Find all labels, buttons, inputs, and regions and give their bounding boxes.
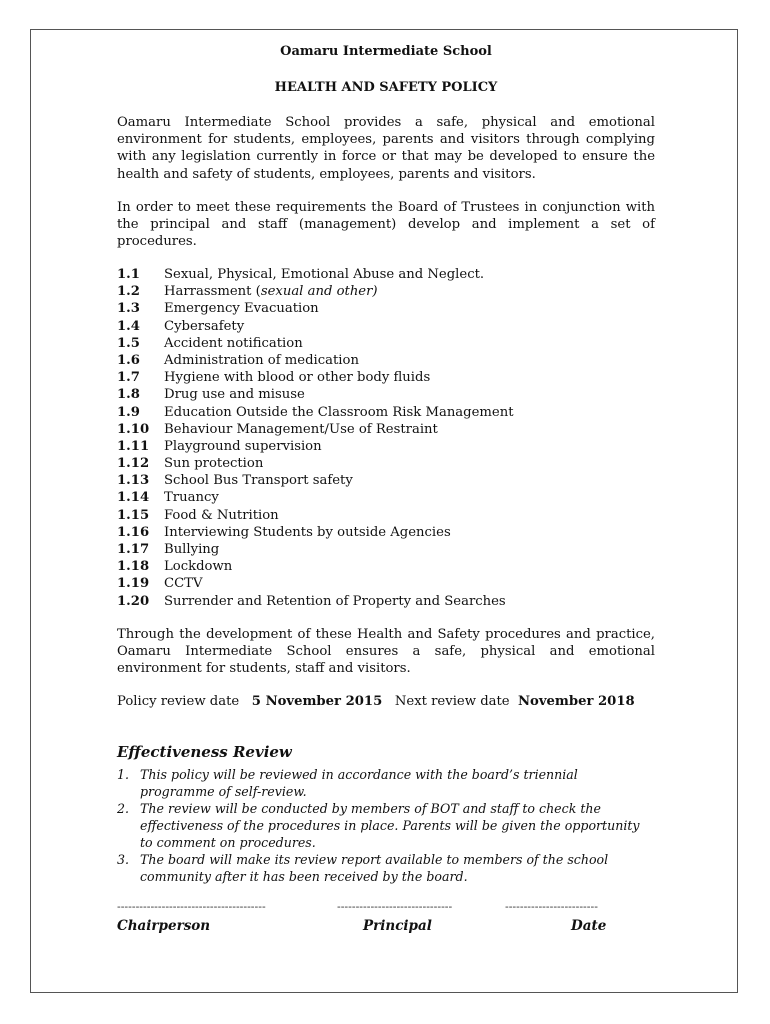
policy-review-date: 5 November 2015 (251, 694, 383, 709)
item-number: 1.4 (117, 318, 140, 334)
list-item (117, 851, 655, 885)
item-label: Sexual, Physical, Emotional Abuse and Neglect. (164, 267, 485, 282)
item-label-italic: sexual and other) (260, 284, 378, 300)
list-item (117, 404, 655, 421)
item-number: 1.14 (117, 490, 150, 506)
item-number: 3. (117, 852, 130, 867)
list-item (117, 318, 655, 335)
list-item (117, 352, 655, 369)
review-dates (117, 694, 635, 709)
item-text: This policy will be reviewed in accordance with the board’s triennial programme of self-review. (140, 767, 578, 799)
document-page (30, 29, 738, 993)
item-number: 1. (117, 767, 130, 782)
school-name: Oamaru Intermediate School (280, 44, 492, 59)
item-number: 2. (117, 801, 130, 816)
chairperson-signature-line: ---------------------------------------- (117, 900, 266, 913)
list-item (117, 524, 655, 541)
policy-review-label: Policy review date (117, 694, 240, 709)
chairperson-label: Chairperson (117, 918, 211, 934)
next-review-label: Next review date (394, 694, 510, 709)
procedures-list (117, 266, 655, 610)
item-label: Surrender and Retention of Property and Searches (164, 593, 506, 609)
principal-label: Principal (363, 918, 432, 934)
item-number: 1.6 (117, 352, 140, 368)
intro-paragraph-2: In order to meet these requirements the Board of Trustees in conjunction with the principal and staff (management) develop and implement a set of procedures. (117, 200, 655, 250)
principal-signature-line: ------------------------------- (337, 900, 453, 913)
item-label: Lockdown (164, 559, 233, 575)
item-label: Emergency Evacuation (164, 301, 319, 317)
list-item (117, 593, 655, 610)
item-number: 1.11 (117, 438, 150, 454)
item-number: 1.10 (117, 421, 150, 437)
item-number: 1.7 (117, 370, 140, 386)
item-number: 1.17 (117, 542, 150, 557)
item-number: 1.3 (117, 301, 140, 317)
item-label: School Bus Transport safety (164, 473, 353, 489)
effectiveness-list (117, 766, 655, 885)
item-label: CCTV (164, 576, 203, 592)
policy-title: HEALTH AND SAFETY POLICY (274, 80, 498, 95)
item-label: Administration of medication (164, 352, 359, 368)
item-label: Harrassment ( (164, 284, 261, 300)
item-label: Sun protection (164, 456, 264, 472)
item-number: 1.13 (117, 473, 150, 489)
item-number: 1.12 (117, 456, 150, 472)
item-label: Interviewing Students by outside Agencies (164, 524, 451, 540)
item-number: 1.8 (117, 387, 140, 403)
list-item (117, 369, 655, 386)
date-label: Date (571, 918, 607, 934)
list-item (117, 455, 655, 472)
item-text: The review will be conducted by members of BOT and staff to check the effectiveness of the procedures in place. Parents will be given the opportunity to comment on procedures. (140, 801, 640, 850)
item-number: 1.16 (117, 524, 150, 540)
item-label: Drug use and misuse (164, 387, 305, 403)
list-item (117, 300, 655, 317)
item-number: 1.9 (117, 404, 140, 420)
item-label: Truancy (164, 490, 219, 506)
list-item (117, 766, 655, 800)
item-text: The board will make its review report available to members of the school community after it has been received by the board. (140, 852, 609, 884)
list-item (117, 800, 655, 851)
item-label: Hygiene with blood or other body fluids (164, 370, 431, 386)
date-signature-line: ------------------------- (505, 900, 598, 913)
item-label: Cybersafety (164, 318, 245, 334)
item-label: Behaviour Management/Use of Restraint (164, 421, 438, 437)
item-number: 1.15 (117, 507, 150, 523)
closing-paragraph: Through the development of these Health and Safety procedures and practice, Oamaru Intermediate School ensures a safe, physical and emotional environment for students, staff and visitors. (117, 627, 655, 677)
list-item (117, 541, 655, 558)
item-number: 1.20 (117, 593, 150, 609)
list-item (117, 438, 655, 455)
item-number: 1.5 (117, 335, 140, 351)
list-item (117, 421, 655, 438)
list-item (117, 472, 655, 489)
list-item (117, 507, 655, 524)
list-item (117, 266, 655, 283)
item-label: Food & Nutrition (164, 507, 279, 523)
intro-paragraph-1: Oamaru Intermediate School provides a safe, physical and emotional environment for students, employees, parents and visitors through complying with any legislation currently in force or that may be developed to ensure the health and safety of students, employees, parents and visitors. (117, 115, 655, 182)
item-number: 1.1 (117, 267, 140, 282)
list-item (117, 386, 655, 403)
item-label: Playground supervision (164, 438, 322, 454)
next-review-date: November 2018 (518, 694, 635, 709)
list-item (117, 558, 655, 575)
effectiveness-review-title: Effectiveness Review (117, 743, 292, 761)
list-item (117, 489, 655, 506)
item-number: 1.19 (117, 576, 150, 592)
item-label: Bullying (164, 542, 220, 557)
item-label: Accident notification (164, 335, 303, 351)
item-number: 1.2 (117, 284, 140, 300)
item-number: 1.18 (117, 559, 150, 575)
list-item (117, 283, 655, 300)
list-item (117, 335, 655, 352)
item-label: Education Outside the Classroom Risk Management (164, 404, 514, 420)
list-item (117, 575, 655, 592)
